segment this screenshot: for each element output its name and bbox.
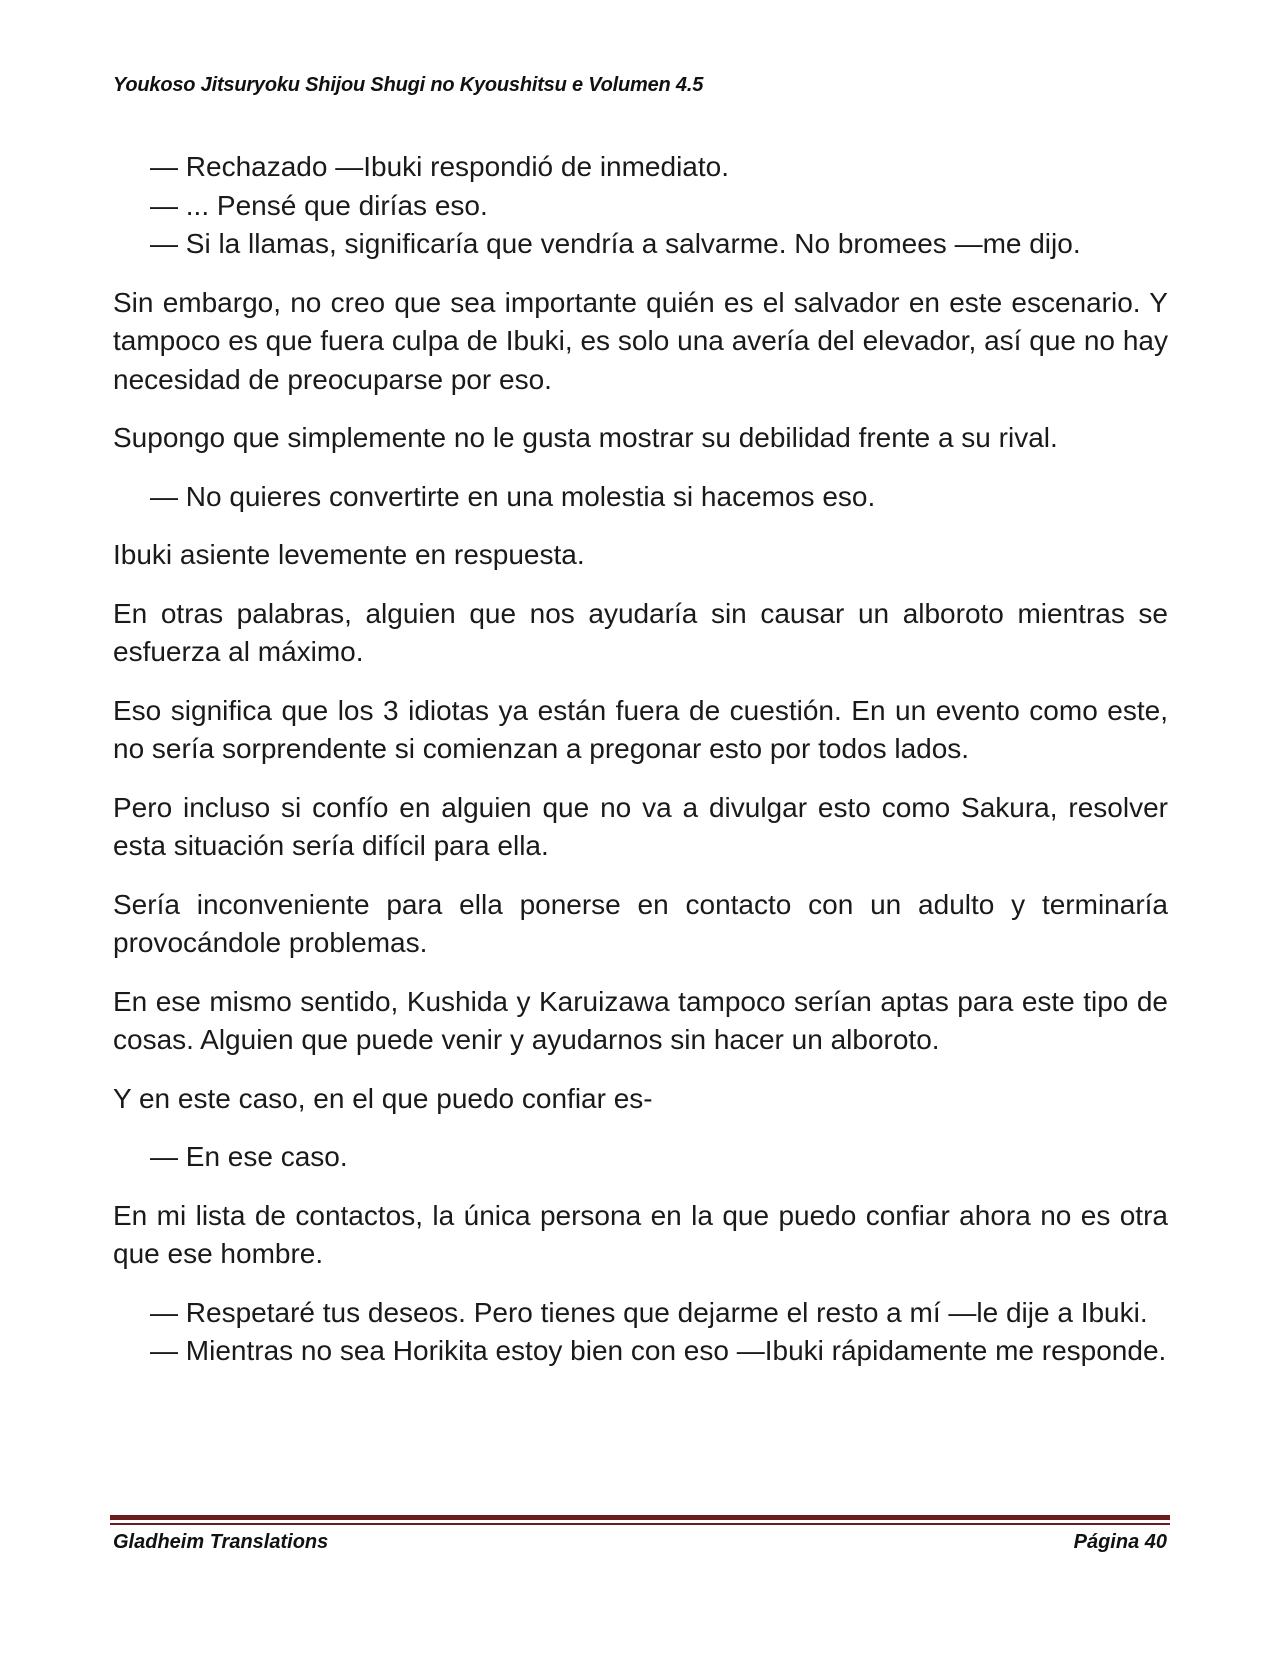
dialog-line: — Rechazado —Ibuki respondió de inmediato. xyxy=(150,151,730,182)
dialog-line: — Respetaré tus deseos. Pero tienes que dejarme el resto a mí —le dije a Ibuki. xyxy=(150,1296,1148,1328)
paragraph: Ibuki asiente levemente en respuesta. xyxy=(113,539,585,570)
page-body xyxy=(113,148,1168,1391)
dialog-group xyxy=(113,1138,1168,1177)
footer-page-number: Página 40 xyxy=(1073,1531,1167,1553)
paragraph: Sería inconveniente para ella ponerse en contacto con un adulto y terminaría provocándole problemas. xyxy=(113,888,1168,958)
paragraph: Eso significa que los 3 idiotas ya están fuera de cuestión. En un evento como este, no sería sorprendente si comienzan a pregonar esto por todos lados. xyxy=(113,694,1168,764)
paragraph: En ese mismo sentido, Kushida y Karuizawa tampoco serían aptas para este tipo de cosas. Alguien que puede venir y ayudarnos sin hacer un alboroto. xyxy=(113,985,1168,1055)
footer-publisher: Gladheim Translations xyxy=(113,1531,329,1553)
dialog-line: — No quieres convertirte en una molestia si hacemos eso. xyxy=(150,480,876,512)
paragraph: Sin embargo, no creo que sea importante quién es el salvador en este escenario. Y tampoco es que fuera culpa de Ibuki, es solo una avería del elevador, así que no hay necesidad de preocuparse por eso. xyxy=(113,286,1168,395)
dialog-line: — En ese caso. xyxy=(150,1141,348,1172)
paragraph: Y en este caso, en el que puedo confiar es- xyxy=(113,1082,653,1114)
paragraph: En mi lista de contactos, la única persona en la que puedo confiar ahora no es otra que ese hombre. xyxy=(113,1199,1168,1269)
paragraph: Pero incluso si confío en alguien que no va a divulgar esto como Sakura, resolver esta situación sería difícil para ella. xyxy=(113,791,1168,861)
dialog-line: — Mientras no sea Horikita estoy bien con eso —Ibuki rápidamente me responde. xyxy=(150,1335,1167,1366)
dialog-group xyxy=(113,478,1168,517)
dialog-group xyxy=(113,148,1168,264)
footer-divider xyxy=(110,1515,1170,1520)
dialog-line: — Si la llamas, significaría que vendría a salvarme. No bromees —me dijo. xyxy=(150,228,1081,259)
paragraph: Supongo que simplemente no le gusta mostrar su debilidad frente a su rival. xyxy=(113,422,1058,453)
dialog-group xyxy=(113,1294,1168,1371)
page-header-title: Youkoso Jitsuryoku Shijou Shugi no Kyoushitsu e Volumen 4.5 xyxy=(113,74,704,96)
paragraph: En otras palabras, alguien que nos ayudaría sin causar un alboroto mientras se esfuerza al máximo. xyxy=(113,597,1168,667)
footer-divider-thin xyxy=(110,1523,1170,1525)
dialog-line: — ... Pensé que dirías eso. xyxy=(150,189,488,221)
